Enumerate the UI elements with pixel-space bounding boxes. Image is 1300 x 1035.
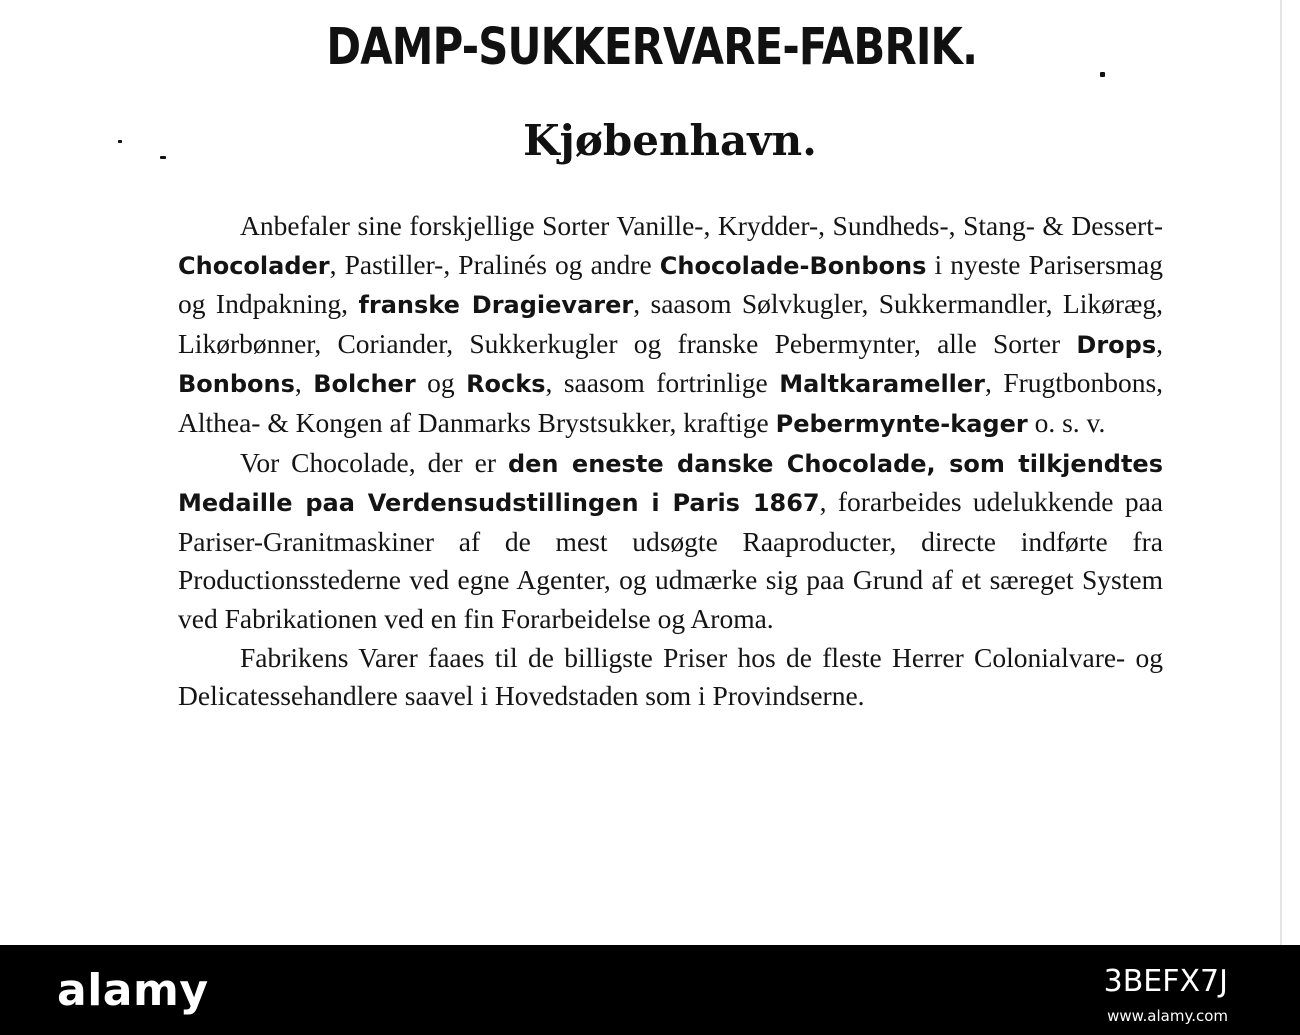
body-text: og	[415, 367, 467, 399]
alamy-logo	[57, 965, 209, 1016]
emphasized-text: Drops	[1076, 330, 1157, 359]
watermark-url: www.alamy.com	[1107, 1007, 1228, 1025]
document-subtitle: Kjøbenhavn.	[523, 116, 817, 165]
body-text: , Pastiller-, Pralinés og andre	[329, 248, 660, 280]
emphasized-text: Chocolader	[178, 251, 330, 280]
emphasized-text: den eneste danske Chocolade, som tilkjendtes Medaille paa Verdensudstillingen i Paris 1867	[178, 449, 1163, 518]
emphasized-text: Maltkarameller	[779, 370, 986, 399]
emphasized-text: Rocks	[466, 370, 546, 399]
emphasized-text: franske Dragievarer	[358, 291, 634, 320]
document-title: DAMP-SUKKERVARE-FABRIK.	[326, 18, 978, 77]
body-text: , Frugtbonbons, Althea- & Kongen af Danmarks Brystsukker, kraftige	[178, 367, 1164, 438]
paragraph-2	[178, 444, 1163, 639]
emphasized-text: Chocolade-Bonbons	[659, 251, 927, 280]
image-id-label: 3BEFX7J	[1103, 964, 1228, 999]
paragraph-1	[178, 207, 1163, 444]
emphasized-text: Pebermynte-kager	[775, 409, 1028, 438]
body-text: , forarbeides udelukkende paa Pariser-Granitmaskiner af de mest udsøgte Raaproducter, directe indførte fra Productionsstederne ved egne Agenter, og udmærke sig paa Grund af et særeget System ved Fabrikationen ved en fin Forarbeidelse og Aroma.	[178, 486, 1163, 634]
body-text: Fabrikens Varer faaes til de billigste Priser hos de fleste Herrer Colonialvare- og Delicatessehandlere saavel i Hovedstaden som i Provindserne.	[178, 641, 1163, 712]
body-text: Anbefaler sine forskjellige Sorter Vanille-, Krydder-, Sundheds-, Stang- & Dessert-	[240, 210, 1163, 241]
body-text: , saasom fortrinlige	[545, 367, 780, 399]
emphasized-text: Bolcher	[313, 370, 416, 399]
body-text: , saasom Sølvkugler, Sukkermandler, Likøræg, Likørbønner, Coriander, Sukkerkugler og franske Pebermynter, alle Sorter	[178, 288, 1164, 359]
body-text: ,	[294, 367, 314, 399]
body-text: i nyeste Parisersmag og Indpakning,	[178, 248, 1163, 320]
alamy-logo-text: alamy	[57, 965, 209, 1016]
body-text: o. s. v.	[1027, 406, 1106, 438]
paragraph-3	[178, 639, 1163, 716]
advertisement-body	[178, 207, 1163, 716]
watermark-footer	[0, 945, 1300, 1035]
emphasized-text: Bonbons	[178, 370, 295, 399]
body-text: ,	[1156, 327, 1163, 359]
body-text: Vor Chocolade, der er	[240, 446, 508, 478]
